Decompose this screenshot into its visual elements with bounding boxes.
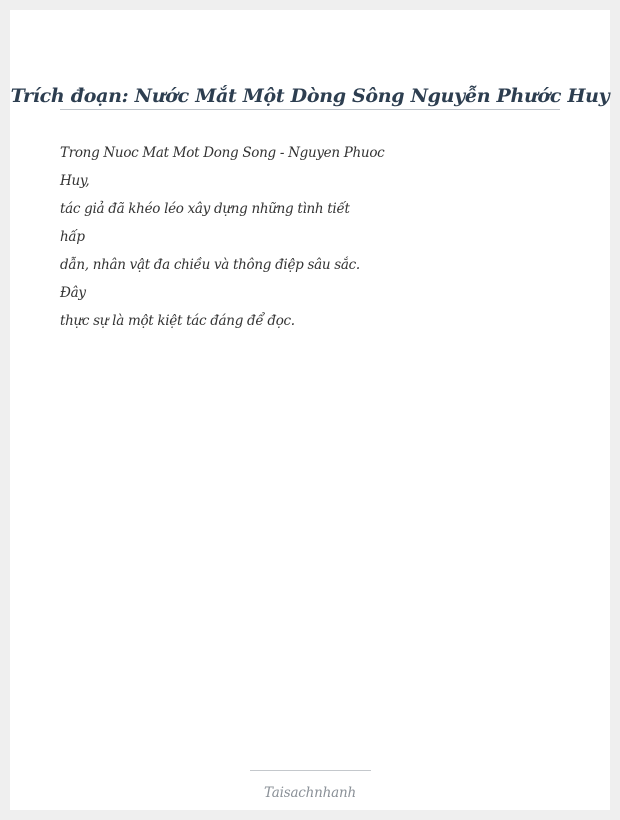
excerpt-body [60, 139, 560, 335]
excerpt-line: Huy, [60, 173, 90, 189]
excerpt-line: Trong Nuoc Mat Mot Dong Song - Nguyen Phuoc [60, 145, 385, 161]
footer-credit: Taisachnhanh [264, 785, 356, 801]
excerpt-line: Đây [60, 285, 86, 301]
page-title: Trích đoạn: Nước Mắt Một Dòng Sông Nguyễn Phước Huy [10, 85, 610, 107]
excerpt-line: dẫn, nhân vật đa chiều và thông điệp sâu sắc. [60, 257, 360, 273]
title-divider [60, 109, 560, 110]
excerpt-line: thực sự là một kiệt tác đáng để đọc. [60, 313, 295, 329]
document-page [10, 10, 610, 810]
excerpt-line: hấp [60, 229, 85, 245]
footer-divider [250, 770, 371, 771]
excerpt-line: tác giả đã khéo léo xây dựng những tình tiết [60, 201, 350, 217]
